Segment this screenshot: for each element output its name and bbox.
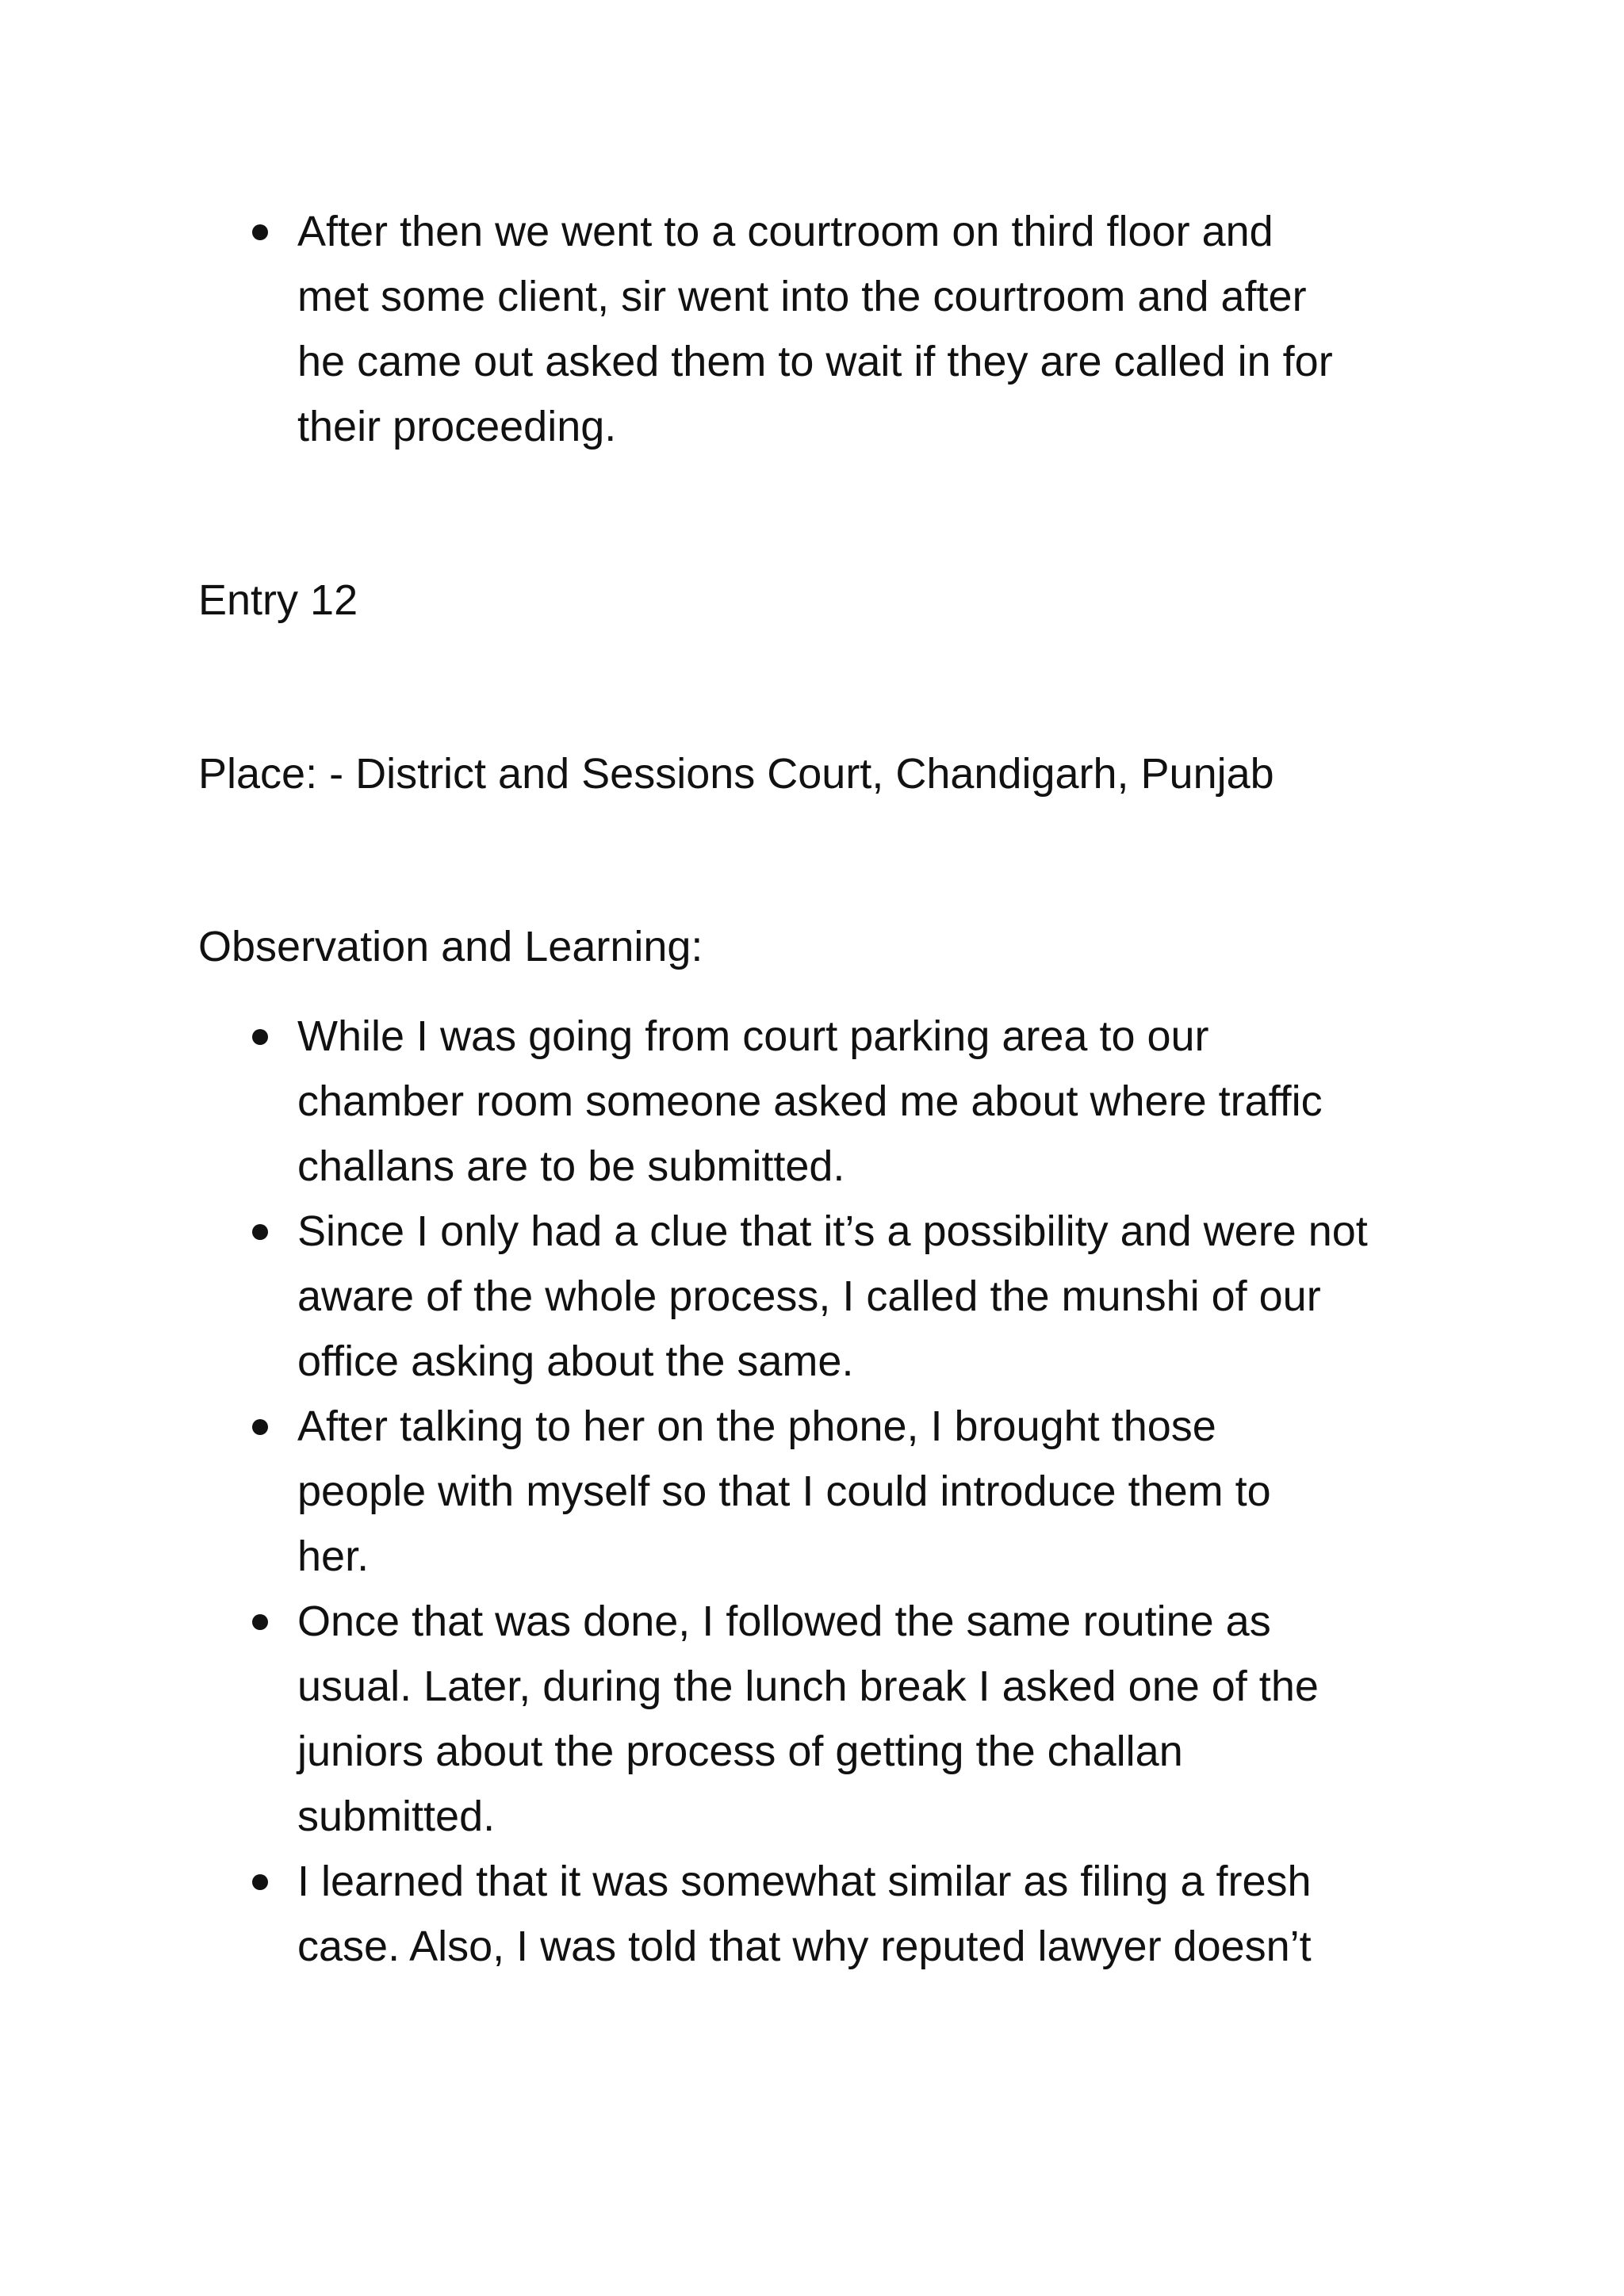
bullet-icon (252, 224, 268, 240)
bullet-icon (252, 1419, 268, 1435)
list-item-line: aware of the whole process, I called the munshi of our (297, 1272, 1321, 1320)
list-item (0, 1394, 1624, 1589)
observation-heading: Observation and Learning: (198, 923, 703, 970)
list-item-line: people with myself so that I could introduce them to (297, 1468, 1271, 1515)
list-item-line: After talking to her on the phone, I brought those (297, 1402, 1216, 1450)
list-item (0, 1589, 1624, 1849)
list-item-line: I learned that it was somewhat similar as filing a fresh (297, 1858, 1312, 1905)
list-item-line: After then we went to a courtroom on third floor and (297, 208, 1274, 255)
bullet-icon (252, 1874, 268, 1890)
list-item-line: office asking about the same. (297, 1337, 854, 1385)
list-item-line: he came out asked them to wait if they are called in for (297, 338, 1333, 385)
bullet-icon (252, 1614, 268, 1630)
list-item-line: case. Also, I was told that why reputed lawyer doesn’t (297, 1923, 1312, 1970)
list-item-line: chamber room someone asked me about where traffic (297, 1077, 1323, 1125)
list-item-line: their proceeding. (297, 403, 617, 450)
list-item-line: met some client, sir went into the courtroom and after (297, 273, 1307, 320)
list-item (0, 1849, 1624, 1979)
list-item (0, 1199, 1624, 1394)
list-item (0, 1004, 1624, 1199)
list-item (0, 199, 1624, 459)
observation-bullet-list (0, 1004, 1624, 1979)
bullet-icon (252, 1029, 268, 1045)
list-item-line: submitted. (297, 1793, 496, 1840)
list-item-line: Once that was done, I followed the same routine as (297, 1598, 1271, 1645)
entry-heading: Entry 12 (198, 576, 358, 624)
list-item-line: her. (297, 1533, 370, 1580)
list-item-line: challans are to be submitted. (297, 1142, 845, 1190)
place-line: Place: - District and Sessions Court, Chandigarh, Punjab (198, 750, 1274, 798)
list-item-line: juniors about the process of getting the challan (297, 1728, 1183, 1775)
bullet-icon (252, 1224, 268, 1240)
list-item-line: While I was going from court parking area to our (297, 1012, 1209, 1060)
top-bullet-list (0, 199, 1624, 459)
list-item-line: usual. Later, during the lunch break I asked one of the (297, 1663, 1319, 1710)
list-item-line: Since I only had a clue that it’s a possibility and were not (297, 1207, 1368, 1255)
